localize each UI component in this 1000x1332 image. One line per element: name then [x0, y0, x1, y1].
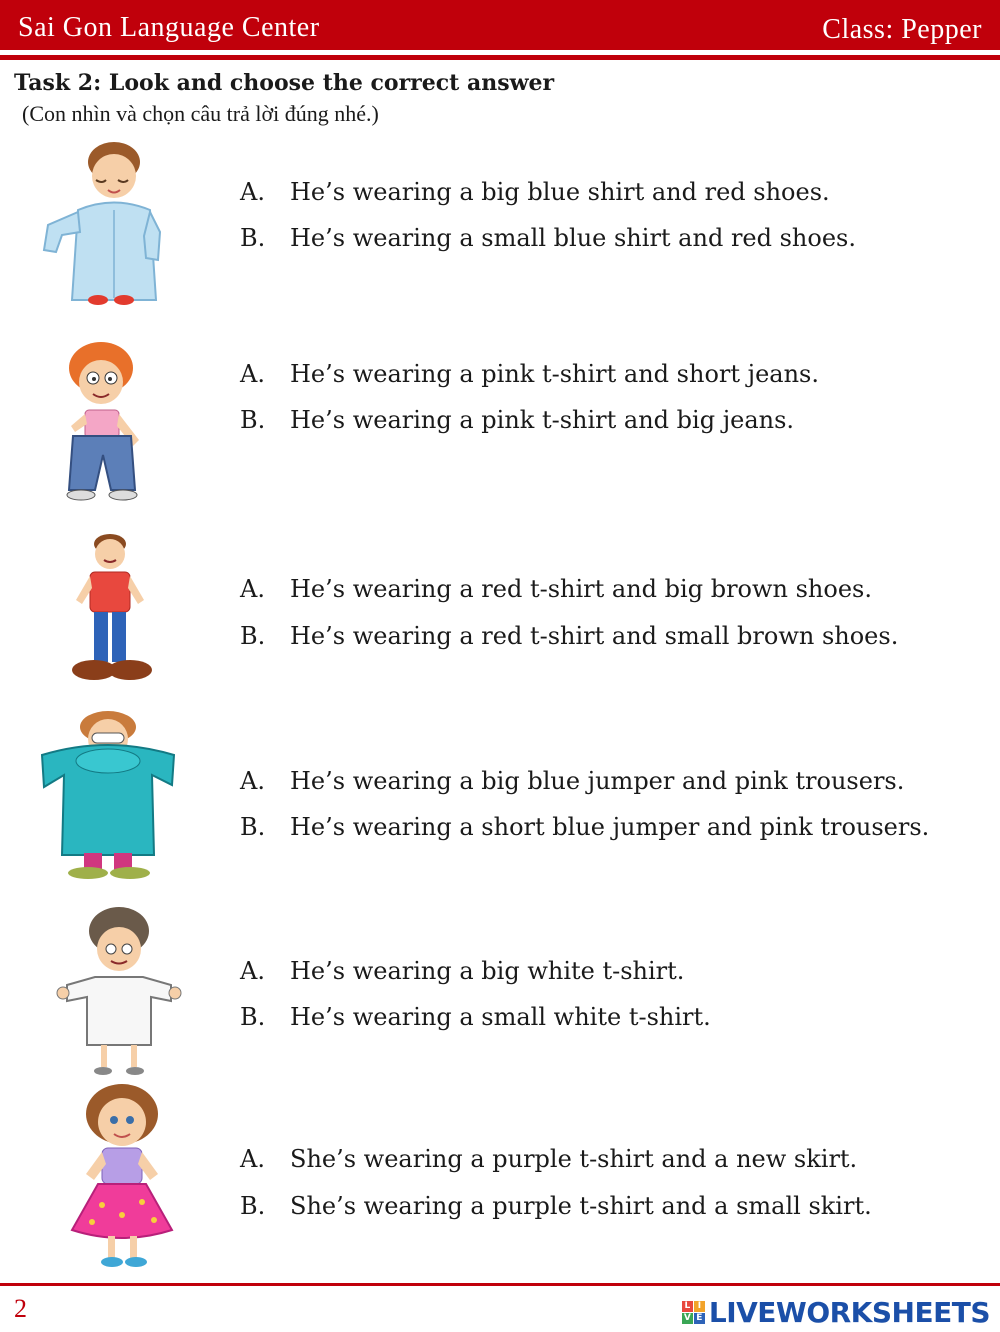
option-letter: B.: [240, 406, 266, 434]
option-letter: B.: [240, 813, 266, 841]
option-letter: A.: [240, 178, 265, 206]
option-letter: B.: [240, 1003, 266, 1031]
option-text: He’s wearing a big white t-shirt.: [290, 957, 685, 985]
option-text: He’s wearing a small white t-shirt.: [290, 1003, 711, 1031]
question-2-option-a[interactable]: [240, 360, 819, 388]
question-5: [0, 905, 1000, 1080]
question-6-option-b[interactable]: [240, 1192, 872, 1220]
option-letter: A.: [240, 360, 265, 388]
girl-purple-tshirt-pink-skirt-illustration: [62, 1080, 182, 1280]
option-letter: B.: [240, 622, 266, 650]
class-label: Class: Pepper: [822, 14, 982, 45]
footer-divider: [0, 1283, 1000, 1286]
logo-letter: I: [694, 1301, 705, 1312]
question-3-option-b[interactable]: [240, 622, 898, 650]
question-1: [0, 140, 1000, 320]
question-1-option-a[interactable]: [240, 178, 830, 206]
option-text: She’s wearing a purple t-shirt and a small skirt.: [290, 1192, 872, 1220]
question-2: [0, 335, 1000, 505]
liveworksheets-brand[interactable]: [682, 1296, 990, 1329]
task-title: Task 2: Look and choose the correct answer: [14, 70, 555, 96]
option-letter: A.: [240, 575, 265, 603]
boy-red-tshirt-brown-shoes-illustration: [58, 530, 163, 695]
question-6: [0, 1080, 1000, 1280]
option-letter: A.: [240, 767, 265, 795]
logo-letter: V: [682, 1313, 693, 1324]
option-text: He’s wearing a pink t-shirt and short jeans.: [290, 360, 819, 388]
question-3-option-a[interactable]: [240, 575, 872, 603]
boy-big-blue-shirt-illustration: [38, 140, 168, 310]
option-text: He’s wearing a short blue jumper and pink trousers.: [290, 813, 930, 841]
option-text: He’s wearing a red t-shirt and big brown shoes.: [290, 575, 872, 603]
question-2-option-b[interactable]: [240, 406, 794, 434]
question-5-option-a[interactable]: [240, 957, 684, 985]
option-text: She’s wearing a purple t-shirt and a new skirt.: [290, 1145, 858, 1173]
option-letter: A.: [240, 1145, 265, 1173]
liveworksheets-logo-icon: [682, 1301, 705, 1324]
boy-big-white-tshirt-illustration: [55, 905, 185, 1080]
option-text: He’s wearing a big blue shirt and red shoes.: [290, 178, 830, 206]
page-header: [0, 0, 1000, 50]
boy-big-blue-jumper-illustration: [22, 705, 197, 885]
question-4: [0, 705, 1000, 890]
option-letter: B.: [240, 224, 266, 252]
question-4-option-a[interactable]: [240, 767, 904, 795]
question-5-option-b[interactable]: [240, 1003, 711, 1031]
option-text: He’s wearing a big blue jumper and pink trousers.: [290, 767, 905, 795]
option-letter: B.: [240, 1192, 266, 1220]
option-text: He’s wearing a pink t-shirt and big jeans.: [290, 406, 795, 434]
question-4-option-b[interactable]: [240, 813, 929, 841]
header-divider: [0, 55, 1000, 60]
logo-letter: L: [682, 1301, 693, 1312]
school-name: Sai Gon Language Center: [18, 12, 320, 43]
option-text: He’s wearing a small blue shirt and red shoes.: [290, 224, 856, 252]
question-3: [0, 525, 1000, 695]
task-subtitle: (Con nhìn và chọn câu trả lời đúng nhé.): [22, 101, 379, 126]
question-6-option-a[interactable]: [240, 1145, 857, 1173]
boy-pink-tshirt-big-jeans-illustration: [55, 340, 155, 505]
page-number: 2: [14, 1294, 27, 1323]
question-1-option-b[interactable]: [240, 224, 856, 252]
option-text: He’s wearing a red t-shirt and small brown shoes.: [290, 622, 899, 650]
option-letter: A.: [240, 957, 265, 985]
brand-name: LIVEWORKSHEETS: [708, 1296, 990, 1329]
logo-letter: E: [694, 1313, 705, 1324]
